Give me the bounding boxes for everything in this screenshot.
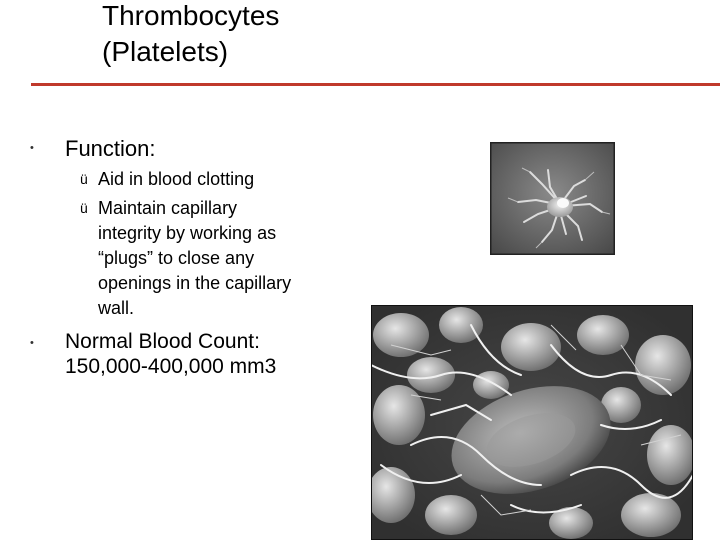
sub-bullet-capillary [98,196,291,321]
sub-bullet-line: “plugs” to close any [98,248,255,268]
blood-count-line: Normal Blood Count: [65,330,260,353]
sub-bullet-line: Aid in blood clotting [98,169,255,189]
sub-bullet-clotting [98,167,254,192]
blood-clot-micrograph-icon [371,305,693,540]
sub-bullet-line: Maintain capillary [98,198,238,218]
bullet-marker: • [30,142,34,154]
bullet-blood-count [65,329,276,379]
bullet-function: Function: [65,136,156,161]
blood-count-line: 150,000-400,000 mm3 [65,355,277,378]
title-line-2: (Platelets) [102,36,229,67]
slide-title [102,0,502,70]
check-icon: ü [80,171,88,187]
title-line-1: Thrombocytes [102,0,280,31]
sub-bullet-line: wall. [98,298,135,318]
bullet-marker: • [30,337,34,349]
sub-bullet-line: openings in the capillary [98,273,292,293]
sub-bullet-line: integrity by working as [98,223,277,243]
check-icon: ü [80,200,88,216]
platelet-micrograph-icon [490,142,615,255]
title-divider [31,83,720,86]
